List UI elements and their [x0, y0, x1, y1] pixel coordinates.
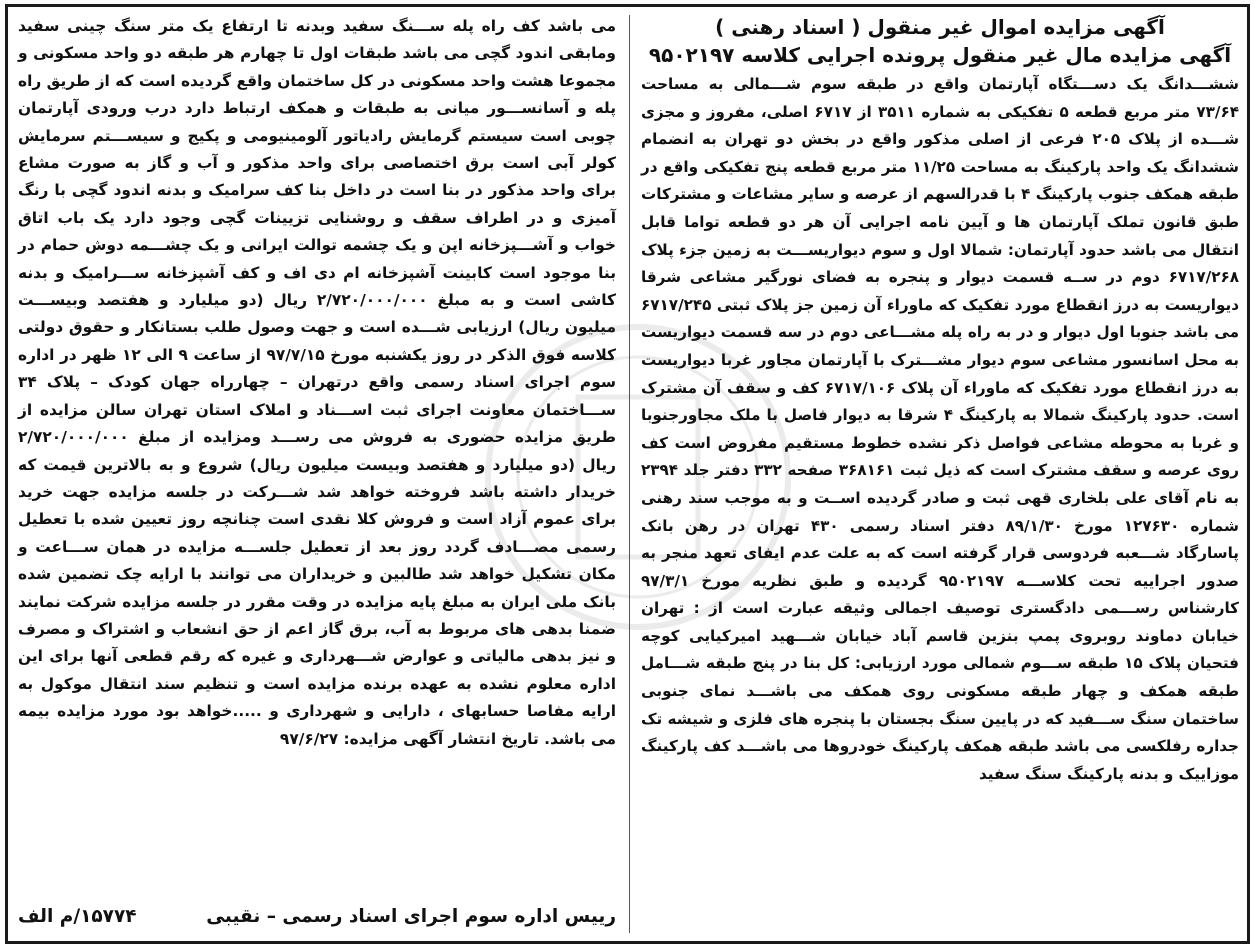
auction-notice [5, 4, 1250, 944]
notice-subtitle: آگهی مزایده مال غیر منقول پرونده اجرایی کلاسه ۹۵۰۲۱۹۷ [648, 43, 1232, 67]
right-column-text: ششـــدانگ یک دســـتگاه آپارتمان واقع در طبقه سوم شـــمالی به مساحت ۷۳/۶۴ متر مربع قطعه ۵ تفکیکی به شماره ۳۵۱۱ از ۶۷۱۷ اصلی، مفروز و مجزی شـــده از پلاک ۲۰۵ فرعی از اصلی مذکور واقع در بخش دو تهران به انضمام ششدانگ یک واحد پارکینگ به مساحت ۱۱/۲۵ متر مربع قطعه پنج تفکیکی واقع در طبقه همکف جنوب پارکینگ ۴ با قدرالسهم از عرصه و سایر مشاعات و مشترکات طبق قانون تملک آپارتمان ها و آیین نامه اجرایی آن هر دو قطعه تواما قابل انتقال می باشد حدود آپارتمان: شمالا اول و سوم دیواریســـت به زمین جزء پلاک ۶۷۱۷/۲۶۸ دوم در ســه قسمت دیوار و پنجره به فضای نورگیر مشاعی شرقا دیواریست به درز انقطاع مورد تفکیک که ماوراء آن زمین جز پلاک ثبتی ۶۷۱۷/۲۴۵ می باشد جنوبا اول دیوار و در به راه پله مشـــاعی دوم در سه قسمت دیواریست به محل اسانسور مشاعی سوم دیوار مشـــترک با آپارتمان مجاور غربا دیواریست به درز انقطاع مورد تفکیک که ماوراء آن پلاک ۶۷۱۷/۱۰۶ کف و سقف آن مشترک است. حدود پارکینگ شمالا به پارکینگ ۴ شرقا به دیوار فاصل با ملک مجاورجنوبا و غربا به محوطه مشاعی فواصل ذکر نشده خطوط مستقیم مفروض است کف روی عرصه و سقف مشترک است که ذیل ثبت ۳۶۸۱۶۱ صفحه ۳۳۲ دفتر جلد ۲۳۹۴ به نام آقای علی بلخاری قهی ثبت و صادر گردیده اســت و به موجب سند رهنی شماره ۱۲۷۶۳۰ مورخ ۸۹/۱/۳۰ دفتر اسناد رسمی ۴۳۰ تهران در رهن بانک پاسارگاد شـــعبه فردوسی قرار گرفته است که به علت عدم ایفای تعهد منجر به صدور اجراییه تحت کلاســـه ۹۵۰۲۱۹۷ گردیده و طبق نظریه مورخ ۹۷/۳/۱ کارشناس رســـمی دادگستری توصیف اجمالی وثیقه عبارت است از : تهران خیابان دماوند روبروی پمپ بنزین قاسم آباد خیابان شـــهید امیرکیایی کوچه فتحیان پلاک ۱۵ طبقه ســـوم شمالی مورد ارزیابی: کل بنا در پنج طبقه شـــامل طبقه همکف و چهار طبقه مسکونی روی همکف می باشـــد نمای جنوبی ساختمان سنگ ســـفید که در پایین سنگ بجستان با پنجره های فلزی و شیشه تک جداره رفلکسی می باشد طبقه همکف پارکینگ خودروها می باشـــد کف پارکینگ موزاییک و بدنه پارکینگ سنگ سفید [641, 75, 1240, 783]
reference-code: ۱۵۷۷۴/م الف [18, 905, 137, 927]
notice-footer [18, 901, 616, 931]
signature: رییس اداره سوم اجرای اسناد رسمی – نقیبی [206, 905, 616, 927]
left-column-text: می باشد کف راه پله ســـنگ سفید وبدنه تا ارتفاع یک متر سنگ چینی سفید ومابقی اندود گچی می باشد طبقات اول تا چهارم هر طبقه دو واحد مسکونی و مجموعا هشت واحد مسکونی در کل ساختمان واقع گردیده است که از طریق راه پله و آسانســـور میانی به طبقات و همکف ارتباط دارد درب ورودی آپارتمان چوبی است سیستم گرمایش رادیاتور آلومینیومی و پکیج و سیســـتم سرمایش کولر آبی است برق اختصاصی برای واحد مذکور و آب و گاز به صورت مشاع برای واحد مذکور در بنا است در داخل بنا کف سرامیک و بدنه اندود گچی با رنگ آمیزی و در اطراف سقف و روشنایی تزیینات گچی وجود دارد یک باب اتاق خواب و آشـــپزخانه اپن و یک چشمه توالت ایرانی و یک چشـــمه دوش حمام در بنا موجود است کابینت آشپزخانه ام دی اف و کف آشپزخانه ســـرامیک و بدنه کاشی است و به مبلغ ۲/۷۲۰/۰۰۰/۰۰۰ ریال (دو میلیارد و هفتصد وبیســـت میلیون ریال) ارزیابی شـــده است و جهت وصول طلب بستانکار و حقوق دولتی کلاسه فوق الذکر در روز یکشنبه مورخ ۹۷/۷/۱۵ از ساعت ۹ الی ۱۲ ظهر در اداره سوم اجرای اسناد رسمی واقع درتهران – چهارراه جهان کودک – پلاک ۳۴ ســـاختمان معاونت اجرای ثبت اســـناد و املاک استان تهران سالن مزایده از طریق مزایده حضوری به فروش می رســـد ومزایده از مبلغ ۲/۷۲۰/۰۰۰/۰۰۰ ریال (دو میلیارد و هفتصد وبیست میلیون ریال) شروع و به بالاترین قیمت که خریدار داشته باشد فروخته خواهد شد شـــرکت در جلسه مزایده جهت خرید برای عموم آزاد است و فروش کلا نقدی است چنانچه روز تعیین شده با تعطیل رسمی مصـــادف گردد روز بعد از تعطیل جلســـه مزایده در همان ســـاعت و مکان تشکیل خواهد شد طالبین و خریداران می توانند با ارایه چک تضمین شده بانک ملی ایران به مبلغ پایه مزایده در وقت مقرر در جلسه مزایده شرکت نمایند ضمنا بدهی های مربوط به آب، برق گاز اعم از حق انشعاب و اشتراک و مصرف و نیز بدهی مالیاتی و عوارض شـــهرداری و غیره که رقم قطعی آنها برای این اداره معلوم نشده به عهده برنده مزایده است و تنظیم سند انتقال موکول به ارایه مفاصا حسابهای ، دارایی و شهرداری و .....خواهد بود مورد مزایده بیمه می باشد. تاریخ انتشار آگهی مزایده: ۹۷/۶/۲۷ [18, 17, 616, 748]
notice-title: آگهی مزایده اموال غیر منقول ( اسناد رهنی ) [715, 15, 1165, 39]
column-divider [629, 15, 630, 933]
right-column [641, 13, 1239, 935]
left-column [18, 13, 616, 935]
